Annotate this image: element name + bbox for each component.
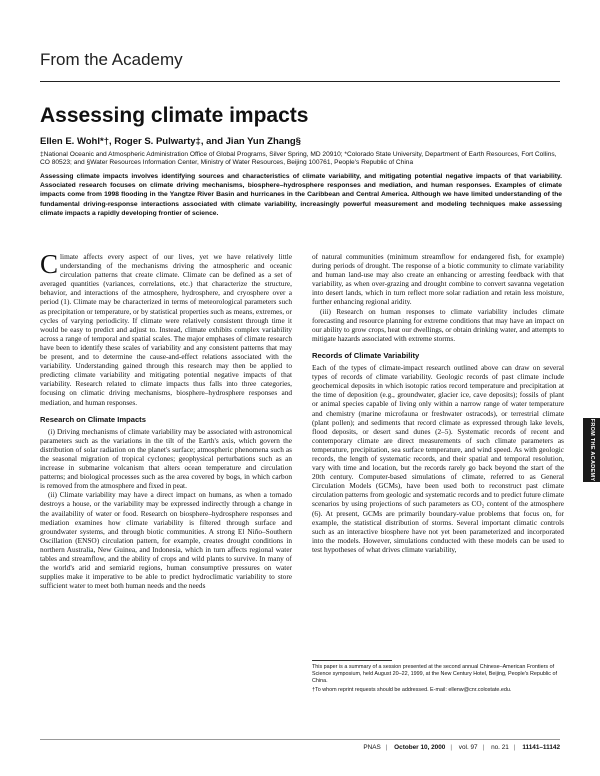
footnotes [312,660,564,696]
side-tab-label: FROM THE ACADEMY [588,418,595,482]
section-title: From the Academy [40,50,183,69]
footer-rule [40,739,560,740]
heading-research-on-climate-impacts: Research on Climate Impacts [40,414,146,424]
page-footer: PNAS | October 10, 2000 | vol. 97 | no. 21 | 11141–11142 [363,744,560,751]
paragraph-i: (i) Driving mechanisms of climate variability may be associated with astronomical parameters such as the variations in the tilt of the Earth's axis, which govern the distribution of solar radiation on the planet's surface; atmospheric phenomena such as the seasonal migration of tropical cyclones; geophysical perturbations such as an increase in submarine volcanism that alters ocean temperature and circulation patterns; and biological processes such as the area covered by bogs, in which carbon is removed from the atmosphere and fixed in peat. [40,426,292,491]
paragraph-records: Each of the types of climate-impact research outlined above can draw on several types of records of climate variability. Geologic records of past climate include geochemical deposits in which isotopic ratios record temperature and precipitation at the time of deposition (e.g., groundwater, glacier ice, cave deposits); fossils of plant or animal species capable of living only within a narrow range of water temperature and chemistry (marine microfauna or freshwater ostracods), or terrestrial climate (plant pollen); and sediments that record climate as expressed through lake levels, flood deposits, or desert sand dunes (2–5). Systematic records of recent and contemporary climate are direct measurements of such climate parameters as temperature, precipitation, sea surface temperature, and wind speed. As with geologic records, the length of systematic records, and their spatial and temporal resolution, vary with time and location, but the records rarely go back beyond the start of the 20th century. Computer-based simulations of climate, referred to as General Circulation Models (GCMs), have been used both to reconstruct past climate circulation patterns from geologic and systematic records and to predict future climate scenarios by using projections of such parameters as CO₂ content of the atmosphere (6). At present, GCMs are primarily boundary-value problems that focus on, for example, the statistical distribution of storms. Several important climatic controls such as an interactive biosphere have not yet been parameterized and incorporated into the models. However, simulations conducted with these models can be used to test hypotheses of what drives climate variability, [312,363,564,554]
footnote-rule [312,660,392,661]
intro-paragraph [40,249,292,407]
author-list: Ellen E. Wohl*†, Roger S. Pulwarty‡, and Jian Yun Zhang§ [40,136,301,147]
intro-text: limate affects every aspect of our lives, yet we have relatively little understanding of the mechanisms driving the atmospheric and oceanic circulation patterns that create climate. Climate can be defined as a set of averaged quantities (variances, correlations, etc.) that characterize the structure, behavior, and interactions of the atmosphere, hydrosphere, and cryosphere over a period (1). Climate may be characterized in terms of meteorological parameters such as precipitation or temperature, or by statistical properties such as means, extremes, or cycles of varying periodicity. If climate were relatively consistent through time it would be easy to predict and adjust to. Instead, climate exhibits complex variability across a range of temporal and spatial scales. The major emphases of climate research have been to identify these scales of variability and any consistent patterns that may be present, and to determine the cause-and-effect relations associated with the variability. Understanding gained through this research may then be applied to predicting climate variability and mitigating potential negative impacts of that variability. Research related to climate impacts thus falls into three categories, focusing on climatic driving mechanisms, biosphere–hydrosphere responses and mediation, and human responses. [40,252,292,407]
paragraph-ii: (ii) Climate variability may have a direct impact on humans, as when a tornado destroys a house, or the variability may be expressed indirectly through a change in the availability of water or food. Research on biosphere–hydrosphere responses and mediation examines how climate variability is filtered through surface and groundwater systems, and through biotic communities. A strong El Niño–Southern Oscillation (ENSO) circulation pattern, for example, creates drought conditions in northern Australia, New Guinea, and Indonesia, which in turn affects regional water tables and streamflow, and the ability of crops and wild plants to survive. In many of the world's arid and semiarid regions, human consumptive pressures on water supplies make it imperative to be able to predict hydroclimatic variability to store sufficient water to meet both human needs and the needs [40,490,292,591]
footer-volume: vol. 97 [458,744,478,751]
heading-records-of-climate-variability: Records of Climate Variability [312,350,420,360]
right-column [312,252,564,554]
footer-number: no. 21 [491,744,509,751]
paragraph-ii-continued: of natural communities (minimum streamflow for endangered fish, for example) during periods of drought. The response of a biotic community to climate variability and human land-use may also create an enhancing or arresting feedback with that variability, as when over-grazing and drought combine to convert savanna vegetation into desert lands, which in turn reflect more solar radiation and retain less moisture, further enhancing regional aridity. [312,252,564,307]
left-column [40,249,292,591]
footer-date: October 10, 2000 [394,744,446,751]
header-rule [40,81,560,82]
paragraph-iii: (iii) Research on human responses to climate variability includes climate forecasting and resource planning for extreme conditions that may have an impact on our ability to grow crops, heat our dwellings, or obtain drinking water, and attempts to mitigate hazards associated with extreme storms. [312,306,565,343]
footnote-session: This paper is a summary of a session presented at the second annual Chinese–American Frontiers of Science symposium, held August 20–22, 1999, at the New Century Hotel, Beijing, People's Republic of China. [312,664,557,684]
drop-cap: C [40,249,59,279]
article-title: Assessing climate impacts [40,104,309,127]
footer-pages: 11141–11142 [522,744,560,751]
footer-journal: PNAS [363,744,381,751]
abstract: Assessing climate impacts involves identifying sources and characteristics of climate variability, and mitigating potential negative impacts of that variability. Associated research focuses on climate driving mechanisms, biosphere–hydrosphere responses and mediation, and human responses. Examples of climate impacts come from 1998 flooding in the Yangtze River Basin and hurricanes in the Caribbean and Central America. Although we have limited understanding of the fundamental driving-response interactions associated with climate variability, increasingly powerful measurement and modeling techniques make assessing climate impacts a rapidly developing frontier of science. [40,173,562,217]
affiliations: ‡National Oceanic and Atmospheric Administration Office of Global Programs, Silver Spring, MD 20910; *Colorado State University, Department of Earth Resources, Fort Collins, CO 80523; and §Water Resources Information Center, Ministry of Water Resources, Beijing 100761, People's Republic of China [40,151,557,167]
section-side-tab [583,418,600,482]
footnote-reprint: †To whom reprint requests should be addressed. E-mail: ellenw@cnr.colostate.edu. [312,687,512,693]
